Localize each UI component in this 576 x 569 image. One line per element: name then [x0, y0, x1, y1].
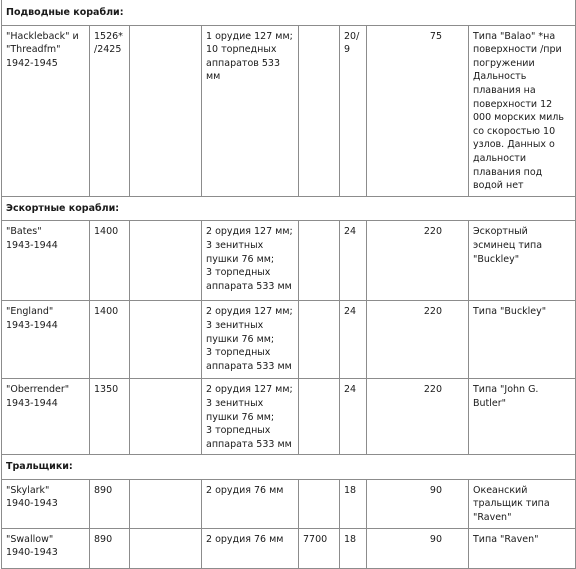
crew-cell: 90: [367, 528, 469, 568]
section-title: Подводные корабли:: [2, 0, 576, 25]
displacement-cell: 890: [90, 528, 130, 568]
ship-name-cell: "Hackleback" и "Threadfm" 1942-1945: [2, 25, 90, 196]
section-row-escorts: [2, 196, 576, 221]
displacement-cell: 1350: [90, 379, 130, 455]
table-row: [2, 301, 576, 379]
empty-cell: [130, 528, 202, 568]
empty-cell: [299, 221, 340, 301]
table-row: [2, 528, 576, 568]
speed-cell: 18: [340, 528, 367, 568]
empty-cell: [130, 301, 202, 379]
section-title: Эскортные корабли:: [2, 196, 576, 221]
speed-cell: 24: [340, 221, 367, 301]
empty-cell: [299, 479, 340, 528]
displacement-cell: 1400: [90, 221, 130, 301]
ship-name-cell: "Swallow" 1940-1943: [2, 528, 90, 568]
armament-cell: 2 орудия 76 мм: [202, 528, 299, 568]
empty-cell: [130, 221, 202, 301]
displacement-cell: 890: [90, 479, 130, 528]
ship-name-cell: "England" 1943-1944: [2, 301, 90, 379]
armament-cell: 1 орудие 127 мм; 10 торпедных аппаратов 533 мм: [202, 25, 299, 196]
armament-cell: 2 орудия 76 мм: [202, 479, 299, 528]
ship-name-cell: "Bates" 1943-1944: [2, 221, 90, 301]
speed-cell: 18: [340, 479, 367, 528]
crew-cell: 220: [367, 221, 469, 301]
table-row: [2, 221, 576, 301]
table-row: [2, 379, 576, 455]
notes-cell: Типа "Buckley": [469, 301, 576, 379]
armament-cell: 2 орудия 127 мм; 3 зенитных пушки 76 мм; 3 торпедных аппарата 533 мм: [202, 379, 299, 455]
ships-table: [1, 0, 576, 569]
section-title: Тральщики:: [2, 455, 576, 480]
armament-cell: 2 орудия 127 мм; 3 зенитных пушки 76 мм; 3 торпедных аппарата 533 мм: [202, 301, 299, 379]
table-row: [2, 479, 576, 528]
notes-cell: Океанский тральщик типа "Raven": [469, 479, 576, 528]
empty-cell: [299, 25, 340, 196]
crew-cell: 220: [367, 301, 469, 379]
displacement-cell: 1400: [90, 301, 130, 379]
empty-cell: [299, 301, 340, 379]
crew-cell: 220: [367, 379, 469, 455]
empty-cell: [130, 379, 202, 455]
speed-cell: 20/ 9: [340, 25, 367, 196]
notes-cell: Типа "Balao" *на поверхности /при погружении Дальность плавания на поверхности 12 000 морских миль со скоростью 10 узлов. Данных о дальности плавания под водой нет: [469, 25, 576, 196]
ship-name-cell: "Skylark" 1940-1943: [2, 479, 90, 528]
range-cell: 7700: [299, 528, 340, 568]
crew-cell: 75: [367, 25, 469, 196]
displacement-cell: 1526* /2425: [90, 25, 130, 196]
crew-cell: 90: [367, 479, 469, 528]
section-row-submarines: [2, 0, 576, 25]
notes-cell: Типа "John G. Butler": [469, 379, 576, 455]
notes-cell: Эскортный эсминец типа "Buckley": [469, 221, 576, 301]
armament-cell: 2 орудия 127 мм; 3 зенитных пушки 76 мм; 3 торпедных аппарата 533 мм: [202, 221, 299, 301]
empty-cell: [130, 479, 202, 528]
ship-name-cell: "Oberrender" 1943-1944: [2, 379, 90, 455]
section-row-minesweepers: [2, 455, 576, 480]
empty-cell: [130, 25, 202, 196]
speed-cell: 24: [340, 379, 367, 455]
table-row: [2, 25, 576, 196]
empty-cell: [299, 379, 340, 455]
speed-cell: 24: [340, 301, 367, 379]
notes-cell: Типа "Raven": [469, 528, 576, 568]
